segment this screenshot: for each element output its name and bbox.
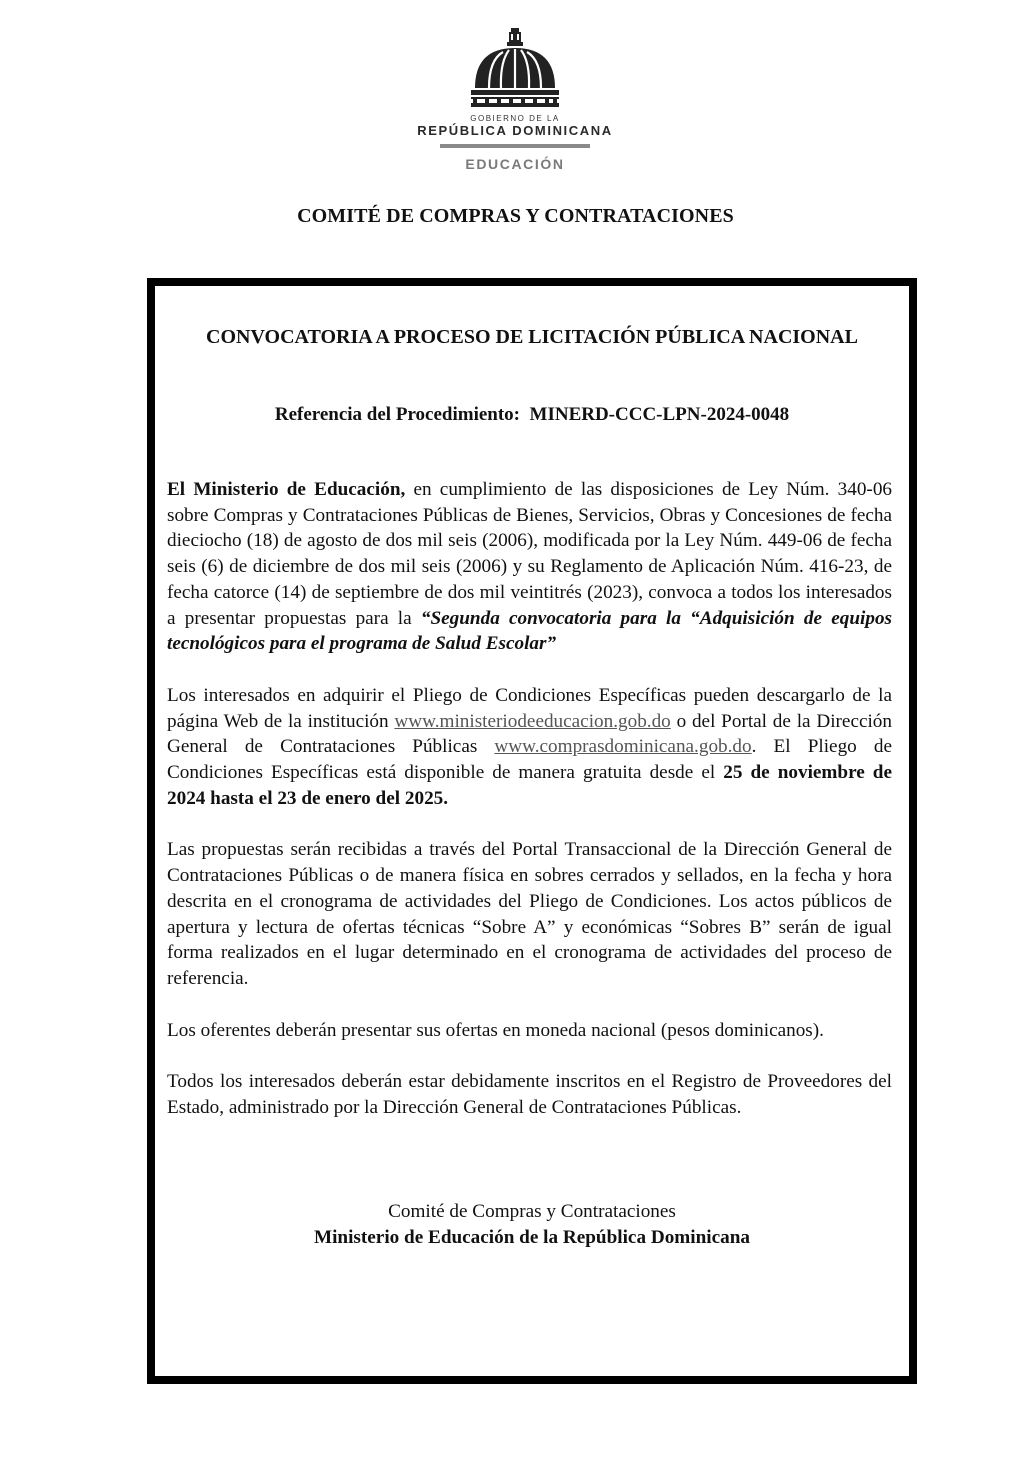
- paragraph-submission: Las propuestas serán recibidas a través del Portal Transaccional de la Dirección General de Contrataciones Públicas o de manera física en sobres cerrados y sellados, en la fecha y hora descrita en el cronograma de actividades del Pliego de Condiciones. Los actos públicos de apertura y lectura de ofertas técnicas “Sobre A” y económicas “Sobres B” serán de igual forma realizados en el lugar determinado en el cronograma de actividades del proceso de referencia.: [167, 839, 892, 989]
- committee-heading: COMITÉ DE COMPRAS Y CONTRATACIONES: [297, 205, 734, 227]
- notice-title: CONVOCATORIA A PROCESO DE LICITACIÓN PÚBLICA NACIONAL: [206, 326, 858, 348]
- procedure-reference: [155, 404, 909, 426]
- availability-dates: 25 de noviembre de 2024 hasta el 23 de enero del 2025.: [167, 762, 892, 809]
- notice-body: [167, 477, 892, 1147]
- government-logo: [415, 26, 615, 186]
- notice-frame: [147, 278, 917, 1384]
- reference-code: MINERD-CCC-LPN-2024-0048: [529, 404, 790, 425]
- ministry-name: El Ministerio de Educación,: [167, 479, 406, 500]
- signature-ministry: Ministerio de Educación de la República Dominicana: [313, 1227, 750, 1248]
- logo-department-text: EDUCACIÓN: [465, 156, 565, 172]
- paragraph-download: Los interesados en adquirir el Pliego de Condiciones Específicas pueden descargarlo de la página Web de la institución www.ministeriodeeducacion.gob.do o del Portal de la Dirección General de Contrataciones Públicas www.comprasdominicana.gob.do. El Pliego de Condiciones Específicas está disponible de manera gratuita desde el 25 de noviembre de 2024 hasta el 23 de enero del 2025.: [167, 684, 892, 809]
- dome-emblem-icon: [467, 26, 563, 110]
- compras-portal-link[interactable]: www.comprasdominicana.gob.do: [494, 736, 752, 758]
- logo-country-text: REPÚBLICA DOMINICANA: [417, 123, 613, 138]
- logo-divider: [440, 144, 590, 148]
- paragraph-registration: Todos los interesados deberán estar debidamente inscritos en el Registro de Proveedores del Estado, administrado por la Dirección General de Contrataciones Públicas.: [167, 1071, 892, 1119]
- signature-block: [155, 1199, 909, 1251]
- paragraph-currency: Los oferentes deberán presentar sus ofertas en moneda nacional (pesos dominicanos).: [167, 1019, 824, 1041]
- signature-committee: Comité de Compras y Contrataciones: [388, 1201, 676, 1222]
- paragraph-call: El Ministerio de Educación, en cumplimiento de las disposiciones de Ley Núm. 340-06 sobre Compras y Contrataciones Públicas de Bienes, Servicios, Obras y Concesiones de fecha dieciocho (18) de agosto de dos mil seis (2006), modificada por la Ley Núm. 449-06 de fecha seis (6) de diciembre de dos mil seis (2006) y su Reglamento de Aplicación Núm. 416-23, de fecha catorce (14) de septiembre de dos mil veintitrés (2023), convoca a todos los interesados a presentar propuestas para la “Segunda convocatoria para la “Adquisición de equipos tecnológicos para el programa de Salud Escolar”: [167, 479, 893, 655]
- reference-label: Referencia del Procedimiento:: [274, 404, 521, 425]
- logo-government-text: GOBIERNO DE LA: [470, 114, 560, 123]
- ministry-website-link[interactable]: www.ministeriodeeducacion.gob.do: [394, 710, 671, 732]
- process-name: “Segunda convocatoria para la “Adquisición de equipos tecnológicos para el programa de Salud Escolar”: [167, 607, 893, 655]
